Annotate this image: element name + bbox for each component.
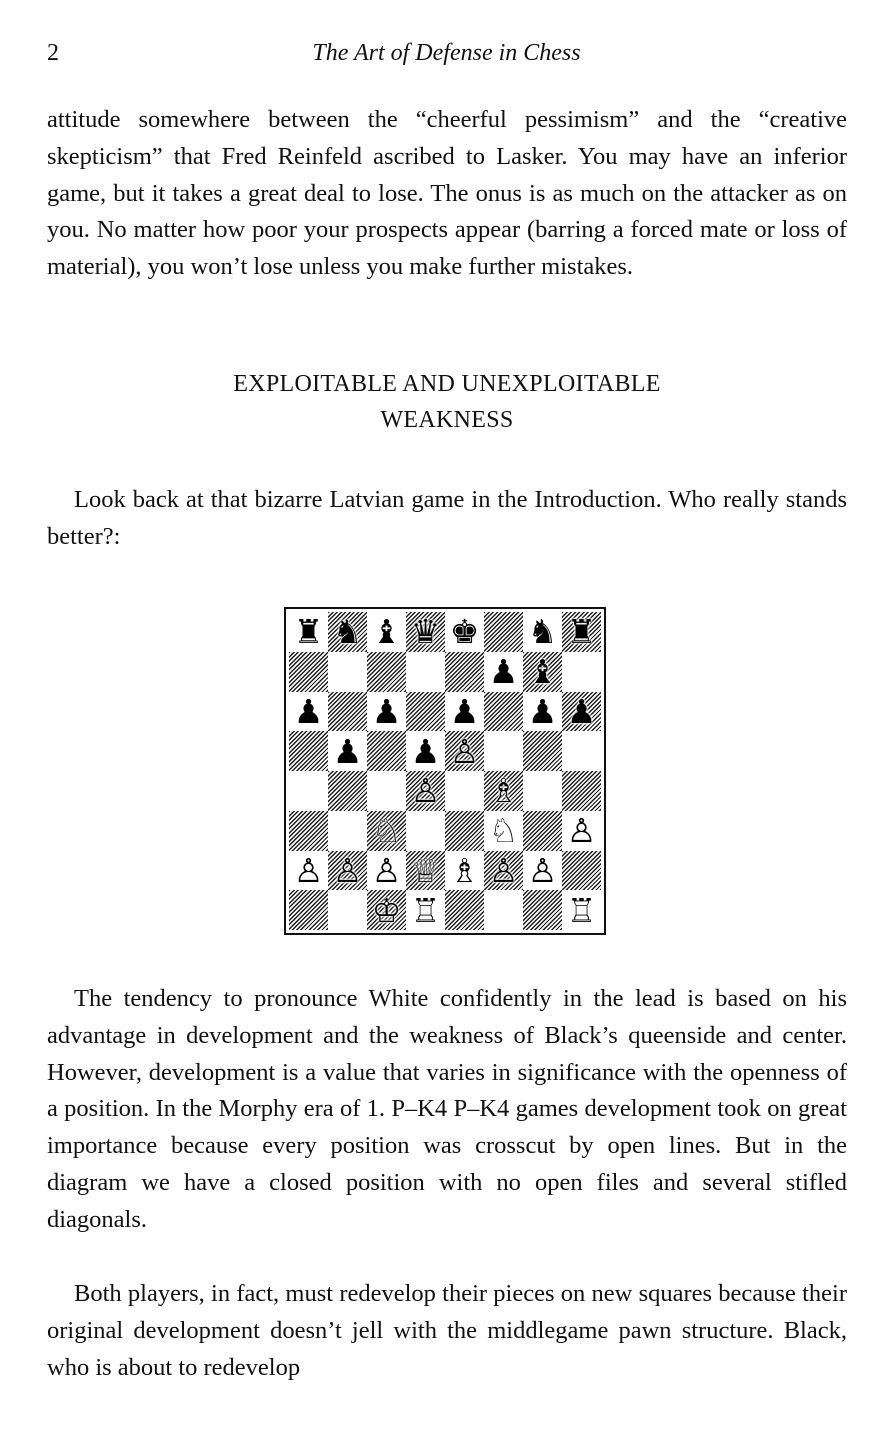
board-square [328, 851, 367, 891]
board-square [367, 811, 406, 851]
board-square [406, 890, 445, 930]
white-rook-icon: ♖ [410, 890, 441, 930]
white-pawn-icon: ♙ [332, 850, 363, 890]
paragraph-1: attitude somewhere between the “cheerful pessimism” and the “creative skepticism” that Fred Reinfeld ascribed to Lasker. You may have an inferior game, but it takes a great deal to lose. The onus is as much on the attacker as on you. No matter how poor your prospects appear (barring a forced mate or loss of material), you won’t lose unless you make further mistakes. [47, 106, 847, 281]
board-square [523, 890, 562, 930]
board-square [367, 652, 406, 692]
black-rook-icon: ♜ [566, 612, 597, 652]
black-pawn-icon: ♟ [566, 691, 597, 731]
black-knight-icon: ♞ [332, 612, 363, 652]
black-bishop-icon: ♝ [527, 652, 558, 692]
board-square [523, 731, 562, 771]
board-square [445, 890, 484, 930]
board-square [562, 890, 601, 930]
black-king-icon: ♚ [449, 612, 480, 652]
board-square [328, 612, 367, 652]
board-square [484, 612, 523, 652]
white-pawn-icon: ♙ [488, 850, 519, 890]
board-square [523, 851, 562, 891]
white-bishop-icon: ♗ [488, 771, 519, 811]
running-title: The Art of Defense in Chess [312, 40, 581, 66]
black-pawn-icon: ♟ [332, 731, 363, 771]
board-square [406, 771, 445, 811]
board-square [445, 811, 484, 851]
board-square [367, 890, 406, 930]
board-square [445, 612, 484, 652]
board-square [289, 731, 328, 771]
section-heading-line-2: WEAKNESS [380, 407, 514, 433]
board-square [562, 652, 601, 692]
board-square [523, 612, 562, 652]
white-knight-icon: ♘ [488, 811, 519, 851]
board-square [445, 731, 484, 771]
page-number: 2 [47, 40, 59, 66]
board-square [484, 731, 523, 771]
board-square [328, 771, 367, 811]
board-square [445, 652, 484, 692]
board-square [484, 811, 523, 851]
black-knight-icon: ♞ [527, 612, 558, 652]
board-square [406, 652, 445, 692]
white-knight-icon: ♘ [371, 811, 402, 851]
board-square [289, 612, 328, 652]
board-square [367, 692, 406, 732]
white-pawn-icon: ♙ [449, 731, 480, 771]
board-square [328, 692, 367, 732]
board-square [562, 692, 601, 732]
board-square [367, 731, 406, 771]
black-pawn-icon: ♟ [410, 731, 441, 771]
board-square [406, 731, 445, 771]
white-pawn-icon: ♙ [371, 850, 402, 890]
board-square [328, 731, 367, 771]
board-square [328, 890, 367, 930]
chess-board-grid [289, 612, 601, 930]
black-pawn-icon: ♟ [488, 652, 519, 692]
board-square [445, 771, 484, 811]
white-king-icon: ♔ [371, 890, 402, 930]
board-square [406, 851, 445, 891]
white-queen-icon: ♕ [410, 850, 441, 890]
white-bishop-icon: ♗ [449, 850, 480, 890]
board-square [289, 851, 328, 891]
white-pawn-icon: ♙ [410, 771, 441, 811]
board-square [484, 652, 523, 692]
board-square [289, 890, 328, 930]
board-square [484, 771, 523, 811]
board-square [367, 612, 406, 652]
board-square [406, 692, 445, 732]
board-square [406, 612, 445, 652]
board-square [406, 811, 445, 851]
board-square [562, 811, 601, 851]
board-square [367, 851, 406, 891]
white-pawn-icon: ♙ [293, 850, 324, 890]
board-square [484, 890, 523, 930]
black-pawn-icon: ♟ [527, 691, 558, 731]
black-bishop-icon: ♝ [371, 612, 402, 652]
board-square [562, 851, 601, 891]
board-square [562, 612, 601, 652]
board-square [445, 851, 484, 891]
board-square [328, 811, 367, 851]
black-pawn-icon: ♟ [449, 691, 480, 731]
board-square [289, 692, 328, 732]
board-square [328, 652, 367, 692]
board-square [289, 771, 328, 811]
chess-diagram [284, 607, 606, 935]
white-rook-icon: ♖ [566, 890, 597, 930]
board-square [523, 771, 562, 811]
section-heading-line-1: EXPLOITABLE AND UNEXPLOITABLE [233, 371, 661, 397]
board-square [484, 692, 523, 732]
board-square [523, 692, 562, 732]
board-square [562, 731, 601, 771]
black-rook-icon: ♜ [293, 612, 324, 652]
board-square [523, 811, 562, 851]
board-square [367, 771, 406, 811]
white-pawn-icon: ♙ [566, 811, 597, 851]
board-square [523, 652, 562, 692]
board-square [289, 811, 328, 851]
board-square [562, 771, 601, 811]
board-square [484, 851, 523, 891]
board-square [289, 652, 328, 692]
page-header [47, 40, 846, 74]
black-pawn-icon: ♟ [371, 691, 402, 731]
white-pawn-icon: ♙ [527, 850, 558, 890]
paragraph-4: Both players, in fact, must redevelop their pieces on new squares because their original development doesn’t jell with the middlegame pawn structure. Black, who is about to redevelop [47, 1280, 847, 1381]
black-pawn-icon: ♟ [293, 691, 324, 731]
paragraph-2: Look back at that bizarre Latvian game in the Introduction. Who really stands better?: [47, 486, 847, 550]
board-square [445, 692, 484, 732]
section-heading [47, 366, 847, 438]
paragraph-3: The tendency to pronounce White confidently in the lead is based on his advantage in development and the weakness of Black’s queenside and center. However, development is a value that varies in significance with the openness of a position. In the Morphy era of 1. P–K4 P–K4 games development took on great importance because every position was crosscut by open lines. But in the diagram we have a closed position with no open files and several stifled diagonals. [47, 985, 847, 1233]
black-queen-icon: ♛ [410, 612, 441, 652]
